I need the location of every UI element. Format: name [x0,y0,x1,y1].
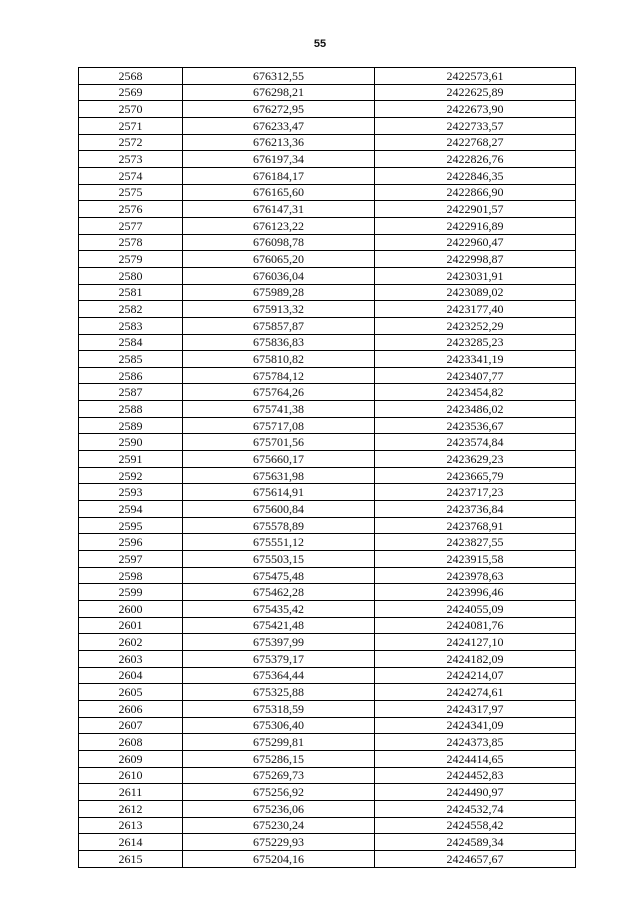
point-number-cell: 2571 [79,117,183,134]
point-number-cell: 2572 [79,134,183,151]
point-number-cell: 2589 [79,417,183,434]
table-row [79,834,576,851]
point-number-cell: 2603 [79,650,183,667]
point-number-cell: 2568 [79,68,183,85]
table-row [79,351,576,368]
table-row [79,501,576,518]
point-number-cell: 2584 [79,334,183,351]
x-coordinate-cell: 675364,44 [183,667,375,684]
x-coordinate-cell: 675857,87 [183,317,375,334]
table-row [79,434,576,451]
point-number-cell: 2597 [79,551,183,568]
x-coordinate-cell: 675299,81 [183,734,375,751]
table-row [79,717,576,734]
point-number-cell: 2606 [79,700,183,717]
table-row [79,850,576,867]
x-coordinate-cell: 675475,48 [183,567,375,584]
y-coordinate-cell: 2424317,97 [375,700,576,717]
x-coordinate-cell: 676272,95 [183,101,375,118]
table-row [79,634,576,651]
x-coordinate-cell: 676098,78 [183,234,375,251]
table-row [79,151,576,168]
point-number-cell: 2608 [79,734,183,751]
y-coordinate-cell: 2424452,83 [375,767,576,784]
x-coordinate-cell: 676213,36 [183,134,375,151]
table-row [79,817,576,834]
table-row [79,117,576,134]
point-number-cell: 2591 [79,451,183,468]
point-number-cell: 2583 [79,317,183,334]
y-coordinate-cell: 2423031,91 [375,267,576,284]
x-coordinate-cell: 675306,40 [183,717,375,734]
point-number-cell: 2590 [79,434,183,451]
x-coordinate-cell: 675551,12 [183,534,375,551]
x-coordinate-cell: 675325,88 [183,684,375,701]
x-coordinate-cell: 676036,04 [183,267,375,284]
x-coordinate-cell: 675578,89 [183,517,375,534]
table-row [79,317,576,334]
y-coordinate-cell: 2424373,85 [375,734,576,751]
y-coordinate-cell: 2424274,61 [375,684,576,701]
table-row [79,567,576,584]
x-coordinate-cell: 675435,42 [183,601,375,618]
point-number-cell: 2614 [79,834,183,851]
y-coordinate-cell: 2422846,35 [375,167,576,184]
y-coordinate-cell: 2424558,42 [375,817,576,834]
point-number-cell: 2573 [79,151,183,168]
point-number-cell: 2593 [79,484,183,501]
x-coordinate-cell: 676165,60 [183,184,375,201]
y-coordinate-cell: 2423915,58 [375,551,576,568]
table-row [79,384,576,401]
table-row [79,367,576,384]
y-coordinate-cell: 2423629,23 [375,451,576,468]
y-coordinate-cell: 2422960,47 [375,234,576,251]
table-row [79,700,576,717]
y-coordinate-cell: 2422733,57 [375,117,576,134]
table-row [79,784,576,801]
y-coordinate-cell: 2424414,65 [375,750,576,767]
point-number-cell: 2596 [79,534,183,551]
x-coordinate-cell: 675614,91 [183,484,375,501]
x-coordinate-cell: 675421,48 [183,617,375,634]
y-coordinate-cell: 2424490,97 [375,784,576,801]
point-number-cell: 2580 [79,267,183,284]
y-coordinate-cell: 2423978,63 [375,567,576,584]
point-number-cell: 2601 [79,617,183,634]
page-number: 55 [313,38,327,50]
x-coordinate-cell: 676065,20 [183,251,375,268]
point-number-cell: 2602 [79,634,183,651]
y-coordinate-cell: 2423407,77 [375,367,576,384]
x-coordinate-cell: 675236,06 [183,800,375,817]
x-coordinate-cell: 675229,93 [183,834,375,851]
point-number-cell: 2582 [79,301,183,318]
table-row [79,267,576,284]
table-row [79,800,576,817]
table-row [79,684,576,701]
y-coordinate-cell: 2423536,67 [375,417,576,434]
x-coordinate-cell: 676298,21 [183,84,375,101]
y-coordinate-cell: 2422768,27 [375,134,576,151]
x-coordinate-cell: 675660,17 [183,451,375,468]
x-coordinate-cell: 675379,17 [183,650,375,667]
y-coordinate-cell: 2424055,09 [375,601,576,618]
table-row [79,584,576,601]
table-row [79,750,576,767]
y-coordinate-cell: 2422916,89 [375,217,576,234]
table-row [79,667,576,684]
x-coordinate-cell: 675913,32 [183,301,375,318]
point-number-cell: 2574 [79,167,183,184]
table-row [79,184,576,201]
table-row [79,234,576,251]
point-number-cell: 2570 [79,101,183,118]
point-number-cell: 2595 [79,517,183,534]
y-coordinate-cell: 2424657,67 [375,850,576,867]
point-number-cell: 2575 [79,184,183,201]
x-coordinate-cell: 675784,12 [183,367,375,384]
y-coordinate-cell: 2423177,40 [375,301,576,318]
y-coordinate-cell: 2424182,09 [375,650,576,667]
table-row [79,251,576,268]
point-number-cell: 2579 [79,251,183,268]
table-row [79,134,576,151]
point-number-cell: 2586 [79,367,183,384]
x-coordinate-cell: 675397,99 [183,634,375,651]
table-row [79,201,576,218]
point-number-cell: 2585 [79,351,183,368]
point-number-cell: 2604 [79,667,183,684]
x-coordinate-cell: 675269,73 [183,767,375,784]
x-coordinate-cell: 676184,17 [183,167,375,184]
y-coordinate-cell: 2422573,61 [375,68,576,85]
y-coordinate-cell: 2423341,19 [375,351,576,368]
table-row [79,284,576,301]
table-row [79,534,576,551]
point-number-cell: 2581 [79,284,183,301]
table-row [79,517,576,534]
point-number-cell: 2592 [79,467,183,484]
point-number-cell: 2613 [79,817,183,834]
y-coordinate-cell: 2422866,90 [375,184,576,201]
table-row [79,68,576,85]
point-number-cell: 2612 [79,800,183,817]
x-coordinate-cell: 675318,59 [183,700,375,717]
table-row [79,301,576,318]
y-coordinate-cell: 2424214,07 [375,667,576,684]
x-coordinate-cell: 675286,15 [183,750,375,767]
x-coordinate-cell: 675631,98 [183,467,375,484]
table-row [79,401,576,418]
table-row [79,84,576,101]
table-row [79,451,576,468]
table-row [79,101,576,118]
y-coordinate-cell: 2424081,76 [375,617,576,634]
x-coordinate-cell: 676123,22 [183,217,375,234]
point-number-cell: 2610 [79,767,183,784]
x-coordinate-cell: 676197,34 [183,151,375,168]
table-row [79,734,576,751]
x-coordinate-cell: 676147,31 [183,201,375,218]
y-coordinate-cell: 2423574,84 [375,434,576,451]
point-number-cell: 2605 [79,684,183,701]
x-coordinate-cell: 675256,92 [183,784,375,801]
y-coordinate-cell: 2422673,90 [375,101,576,118]
x-coordinate-cell: 676233,47 [183,117,375,134]
point-number-cell: 2607 [79,717,183,734]
point-number-cell: 2600 [79,601,183,618]
table-row [79,551,576,568]
y-coordinate-cell: 2422998,87 [375,251,576,268]
x-coordinate-cell: 675701,56 [183,434,375,451]
y-coordinate-cell: 2424589,34 [375,834,576,851]
y-coordinate-cell: 2423486,02 [375,401,576,418]
point-number-cell: 2588 [79,401,183,418]
y-coordinate-cell: 2423717,23 [375,484,576,501]
y-coordinate-cell: 2424532,74 [375,800,576,817]
coordinates-table-body [79,68,576,868]
x-coordinate-cell: 675230,24 [183,817,375,834]
table-row [79,617,576,634]
coordinates-table [78,67,576,868]
point-number-cell: 2594 [79,501,183,518]
y-coordinate-cell: 2424341,09 [375,717,576,734]
point-number-cell: 2587 [79,384,183,401]
x-coordinate-cell: 675764,26 [183,384,375,401]
y-coordinate-cell: 2422901,57 [375,201,576,218]
y-coordinate-cell: 2423827,55 [375,534,576,551]
point-number-cell: 2609 [79,750,183,767]
y-coordinate-cell: 2424127,10 [375,634,576,651]
point-number-cell: 2598 [79,567,183,584]
point-number-cell: 2569 [79,84,183,101]
table-row [79,217,576,234]
point-number-cell: 2599 [79,584,183,601]
x-coordinate-cell: 675741,38 [183,401,375,418]
point-number-cell: 2611 [79,784,183,801]
x-coordinate-cell: 675462,28 [183,584,375,601]
y-coordinate-cell: 2423285,23 [375,334,576,351]
table-row [79,417,576,434]
table-row [79,334,576,351]
y-coordinate-cell: 2423454,82 [375,384,576,401]
x-coordinate-cell: 675717,08 [183,417,375,434]
point-number-cell: 2577 [79,217,183,234]
y-coordinate-cell: 2423089,02 [375,284,576,301]
x-coordinate-cell: 675989,28 [183,284,375,301]
x-coordinate-cell: 675810,82 [183,351,375,368]
table-row [79,601,576,618]
table-row [79,767,576,784]
x-coordinate-cell: 676312,55 [183,68,375,85]
y-coordinate-cell: 2423665,79 [375,467,576,484]
x-coordinate-cell: 675600,84 [183,501,375,518]
table-row [79,167,576,184]
y-coordinate-cell: 2422625,89 [375,84,576,101]
point-number-cell: 2576 [79,201,183,218]
y-coordinate-cell: 2423768,91 [375,517,576,534]
table-row [79,650,576,667]
y-coordinate-cell: 2423996,46 [375,584,576,601]
y-coordinate-cell: 2422826,76 [375,151,576,168]
x-coordinate-cell: 675204,16 [183,850,375,867]
y-coordinate-cell: 2423252,29 [375,317,576,334]
point-number-cell: 2615 [79,850,183,867]
table-row [79,467,576,484]
x-coordinate-cell: 675503,15 [183,551,375,568]
y-coordinate-cell: 2423736,84 [375,501,576,518]
point-number-cell: 2578 [79,234,183,251]
x-coordinate-cell: 675836,83 [183,334,375,351]
table-row [79,484,576,501]
